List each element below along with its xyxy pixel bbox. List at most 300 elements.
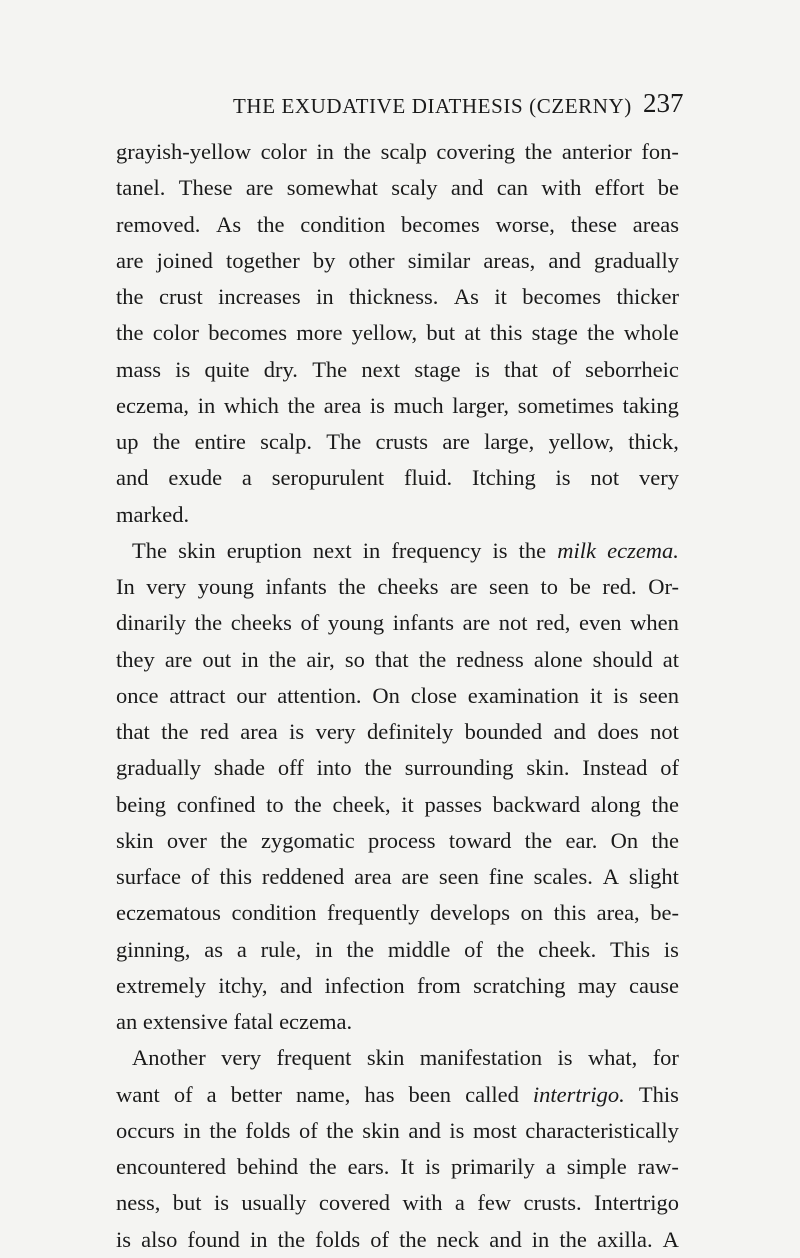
word: yellow,	[548, 429, 614, 454]
word: of	[173, 1081, 193, 1107]
word: even	[579, 610, 622, 636]
word: are	[245, 175, 274, 201]
word: is	[425, 1154, 441, 1179]
word: of	[552, 356, 571, 382]
word: seen	[489, 574, 530, 599]
word: milk	[557, 537, 596, 563]
text-line	[116, 678, 679, 714]
word: color	[152, 320, 199, 346]
word: yellow,	[351, 320, 418, 346]
word: ears.	[347, 1154, 390, 1179]
word: in	[362, 537, 381, 563]
word: seen	[438, 864, 479, 889]
word: with	[402, 1190, 443, 1216]
word: in	[241, 646, 259, 672]
word: together	[225, 247, 300, 273]
word: the	[496, 936, 525, 962]
word: very	[638, 465, 679, 491]
word: axilla.	[596, 1226, 653, 1252]
word: it	[401, 791, 414, 817]
text-line	[116, 750, 679, 786]
word: the	[268, 646, 297, 672]
word: in	[315, 936, 333, 962]
word: scalp	[380, 139, 427, 164]
word: what,	[587, 1045, 638, 1071]
word: but	[426, 320, 456, 346]
word: are	[442, 429, 470, 454]
word: crusts.	[523, 1190, 582, 1216]
word: to	[540, 574, 559, 599]
word: the	[364, 755, 392, 781]
word: Instead	[582, 755, 648, 781]
word: when	[630, 610, 679, 636]
word: and	[553, 719, 587, 744]
word: scaly	[391, 175, 438, 201]
word: similar	[407, 247, 471, 273]
word: seborrheic	[585, 356, 679, 382]
text-line	[116, 605, 679, 641]
word: condition	[300, 211, 386, 237]
word: of	[660, 755, 679, 781]
word: On	[372, 682, 400, 708]
word: thickness.	[349, 284, 439, 309]
word: the	[277, 1226, 306, 1252]
word: color	[260, 139, 307, 164]
word: and	[279, 972, 313, 998]
word: fon-	[641, 139, 679, 164]
word: cheeks	[377, 574, 439, 599]
text-line	[116, 388, 679, 424]
word: This	[610, 936, 651, 962]
word: scalp.	[260, 429, 312, 454]
word: are	[164, 646, 193, 672]
word: middle	[387, 936, 451, 962]
word: gradually	[594, 247, 679, 273]
word: the	[209, 1117, 237, 1143]
word: infants	[265, 574, 327, 599]
word: becomes	[522, 284, 602, 309]
text-line	[116, 1077, 679, 1113]
word: covered	[318, 1190, 391, 1216]
word: fluid.	[404, 465, 453, 491]
word: not	[590, 465, 620, 491]
text-line	[116, 1004, 679, 1040]
word: manifestation	[419, 1045, 543, 1071]
word: becomes	[208, 320, 287, 346]
word: young	[197, 574, 255, 599]
word: crusts	[375, 429, 429, 454]
word: removed.	[116, 211, 201, 237]
word: young	[327, 610, 385, 636]
word: This	[638, 1081, 679, 1107]
word: backward	[492, 791, 581, 817]
word: skin	[362, 1117, 400, 1143]
word: passes	[424, 791, 482, 817]
word: is	[555, 465, 571, 491]
word: dry.	[263, 356, 298, 382]
word: with	[541, 175, 582, 201]
word: frequency	[391, 537, 482, 563]
word: stage	[414, 356, 461, 382]
word: skin	[178, 537, 216, 563]
word: in	[531, 1226, 550, 1252]
word: is	[289, 719, 305, 744]
word: and	[450, 175, 484, 201]
word: along	[590, 791, 641, 817]
word: that	[116, 719, 150, 744]
word: is	[492, 537, 508, 563]
word: frequently	[327, 900, 420, 926]
word: condition	[231, 900, 317, 926]
word: of	[300, 610, 320, 636]
word: in	[197, 392, 216, 418]
word: Intertrigo	[594, 1190, 679, 1216]
word: it	[494, 284, 507, 309]
word: more	[296, 320, 343, 346]
word: a	[545, 1154, 556, 1179]
word: scales.	[533, 864, 593, 889]
word: the	[418, 646, 447, 672]
word: is	[663, 936, 679, 962]
text-line	[116, 170, 679, 206]
word: anterior	[561, 139, 632, 164]
word: the	[294, 791, 322, 817]
word: eruption	[226, 537, 302, 563]
word: area	[354, 864, 392, 889]
word: raw-	[637, 1154, 679, 1179]
word: gradually	[116, 755, 201, 781]
word: surface	[116, 864, 181, 889]
word: seropurulent	[271, 465, 385, 491]
text-line	[116, 315, 679, 351]
word: it	[589, 682, 603, 708]
word: a	[241, 465, 252, 491]
word: is	[213, 1190, 229, 1216]
word: can	[496, 175, 529, 201]
word: this	[489, 320, 523, 346]
word: definitely	[366, 719, 454, 744]
text-line	[116, 1185, 679, 1221]
word: the	[161, 719, 189, 744]
word: should	[592, 646, 653, 672]
word: be-	[650, 900, 679, 926]
word: an	[116, 1009, 143, 1034]
word: as	[204, 936, 223, 962]
word: the	[524, 139, 553, 164]
word: skin	[366, 1045, 405, 1071]
word: itchy,	[218, 972, 268, 998]
word: examination	[467, 682, 579, 708]
word: is	[474, 356, 490, 382]
word: dinarily	[116, 610, 186, 636]
word: eczema,	[116, 392, 190, 418]
word: fine	[488, 864, 524, 889]
word: infection	[324, 972, 405, 998]
word: the	[587, 320, 615, 346]
word: attract	[169, 682, 226, 708]
word: which	[223, 392, 279, 418]
word: to	[266, 791, 284, 817]
word: These	[178, 175, 233, 201]
word: increases	[218, 284, 301, 309]
text-line	[116, 1113, 679, 1149]
text-line	[116, 279, 679, 315]
page-number: 237	[643, 88, 684, 118]
word: Or-	[648, 574, 679, 599]
word: covering	[436, 139, 516, 164]
word: and	[548, 247, 581, 273]
word: area,	[596, 900, 640, 926]
word: skin.	[526, 755, 570, 781]
word: very	[146, 574, 187, 599]
word: behind	[236, 1154, 299, 1179]
word: are	[450, 574, 478, 599]
word: this	[219, 864, 252, 889]
word: As	[216, 211, 242, 237]
word: the	[651, 827, 679, 853]
word: is	[557, 1045, 573, 1071]
word: has	[364, 1081, 395, 1107]
word: red.	[602, 574, 637, 599]
word: found	[187, 1226, 240, 1252]
word: A	[662, 1226, 679, 1252]
word: next	[361, 356, 401, 382]
word: red,	[536, 610, 571, 636]
word: the	[326, 1117, 354, 1143]
word: marked.	[116, 501, 190, 527]
word: on	[520, 900, 544, 926]
word: in	[316, 139, 334, 164]
word: taking	[622, 392, 679, 418]
word: the	[116, 320, 144, 346]
word: at	[464, 320, 481, 346]
word: larger,	[452, 392, 510, 418]
word: of	[370, 1226, 389, 1252]
word: may	[577, 972, 617, 998]
word: been	[408, 1081, 452, 1107]
word: grayish-yellow	[116, 139, 251, 164]
word: air,	[306, 646, 335, 672]
word: somewhat	[286, 175, 378, 201]
word: the	[287, 392, 316, 418]
word: off	[277, 755, 304, 781]
word: usually	[241, 1190, 307, 1216]
word: large,	[484, 429, 535, 454]
word: few	[477, 1190, 512, 1216]
word: very	[315, 719, 356, 744]
word: tanel.	[116, 175, 166, 201]
word: and	[116, 465, 149, 491]
word: for	[652, 1045, 679, 1071]
word: over	[166, 827, 207, 853]
word: out	[202, 646, 232, 672]
word: once	[116, 682, 159, 708]
word: characteristically	[525, 1117, 679, 1143]
word: scratching	[473, 972, 566, 998]
word: is	[613, 682, 629, 708]
word: rule,	[260, 936, 302, 962]
word: encountered	[116, 1154, 226, 1179]
word: extremely	[116, 972, 206, 998]
word: It	[400, 1154, 415, 1179]
text-line	[116, 714, 679, 750]
word: sometimes	[517, 392, 614, 418]
word: eczematous	[116, 900, 221, 926]
word: the	[651, 791, 679, 817]
word: ear.	[565, 827, 598, 853]
text-line	[116, 1040, 679, 1076]
text-line	[116, 642, 679, 678]
word: process	[368, 827, 436, 853]
word: the	[256, 211, 285, 237]
word: crust	[158, 284, 203, 309]
body-text	[116, 134, 679, 1258]
word: the	[152, 429, 181, 454]
word: Itching	[471, 465, 536, 491]
word: cheek,	[332, 791, 391, 817]
text-line	[116, 895, 679, 931]
word: fatal	[233, 1009, 280, 1034]
word: Another	[132, 1045, 206, 1071]
word: are	[116, 247, 144, 273]
word: attention.	[277, 682, 362, 708]
word: and	[408, 1117, 441, 1143]
text-line	[116, 932, 679, 968]
word: of	[464, 936, 483, 962]
word: be	[569, 574, 591, 599]
word: exude	[168, 465, 223, 491]
word: On	[610, 827, 639, 853]
word: skin	[116, 827, 154, 853]
word: joined	[156, 247, 213, 273]
word: close	[410, 682, 457, 708]
word: stage	[531, 320, 578, 346]
word: The	[326, 429, 362, 454]
word: whole	[623, 320, 679, 346]
word: the	[518, 537, 547, 563]
word: cause	[628, 972, 679, 998]
word: the	[338, 574, 366, 599]
word: A	[602, 864, 620, 889]
word: confined	[176, 791, 256, 817]
text-line	[116, 968, 679, 1004]
word: becomes	[401, 211, 480, 237]
word: thicker	[616, 284, 679, 309]
word: by	[312, 247, 336, 273]
word: eczema.	[279, 1009, 353, 1034]
word: worse,	[495, 211, 555, 237]
word: cheeks	[230, 610, 292, 636]
word: at	[662, 646, 679, 672]
word: cheek.	[538, 936, 597, 962]
word: much	[393, 392, 444, 418]
word: primarily	[451, 1154, 535, 1179]
word: our	[236, 682, 267, 708]
word: the	[194, 610, 223, 636]
word: extensive	[142, 1009, 234, 1034]
word: folds	[315, 1226, 361, 1252]
word: in	[183, 1117, 201, 1143]
word: mass	[116, 356, 161, 382]
word: want	[116, 1081, 160, 1107]
word: The	[312, 356, 348, 382]
word: name,	[296, 1081, 351, 1107]
word: the	[309, 1154, 337, 1179]
text-line	[116, 859, 679, 895]
text-line	[116, 1149, 679, 1185]
word: are	[462, 610, 491, 636]
word: of	[298, 1117, 318, 1143]
word: is	[369, 392, 385, 418]
word: As	[453, 284, 479, 309]
running-title: THE EXUDATIVE DIATHESIS (CZERNY)	[233, 94, 632, 118]
word: is	[116, 1226, 132, 1252]
word: into	[316, 755, 352, 781]
text-line	[116, 207, 679, 243]
word: ness,	[116, 1190, 161, 1216]
word: being	[116, 791, 166, 817]
word: that	[374, 646, 409, 672]
word: very	[221, 1045, 262, 1071]
word: thick,	[628, 429, 679, 454]
word: be	[657, 175, 679, 201]
word: area	[323, 392, 362, 418]
word: but	[172, 1190, 202, 1216]
word: a	[206, 1081, 217, 1107]
word: the	[524, 827, 553, 853]
word: the	[559, 1226, 587, 1252]
word: seen	[639, 682, 679, 708]
word: called	[465, 1081, 519, 1107]
word: shade	[213, 755, 266, 781]
word: the	[346, 936, 374, 962]
word: toward	[448, 827, 512, 853]
word: is	[449, 1117, 465, 1143]
word: these	[570, 211, 617, 237]
word: so	[344, 646, 365, 672]
text-line	[116, 497, 679, 533]
word: In	[116, 574, 135, 599]
word: intertrigo.	[532, 1081, 625, 1107]
word: a	[236, 936, 247, 962]
word: next	[312, 537, 352, 563]
text-line	[116, 243, 679, 279]
word: infants	[392, 610, 454, 636]
word: occurs	[116, 1117, 175, 1143]
word: redness	[456, 646, 524, 672]
text-line	[116, 533, 679, 569]
text-line	[116, 424, 679, 460]
page-header	[0, 88, 800, 128]
word: a	[454, 1190, 465, 1216]
word: in	[316, 284, 334, 309]
word: up	[116, 429, 139, 454]
text-line	[116, 352, 679, 388]
text-line	[116, 823, 679, 859]
word: of	[190, 864, 210, 889]
text-line	[116, 787, 679, 823]
word: most	[472, 1117, 517, 1143]
word: are	[401, 864, 429, 889]
word: folds	[245, 1117, 291, 1143]
word: from	[416, 972, 461, 998]
word: that	[504, 356, 538, 382]
word: other	[348, 247, 395, 273]
word: develops	[430, 900, 510, 926]
word: better	[230, 1081, 282, 1107]
word: areas,	[483, 247, 536, 273]
word: does	[597, 719, 639, 744]
